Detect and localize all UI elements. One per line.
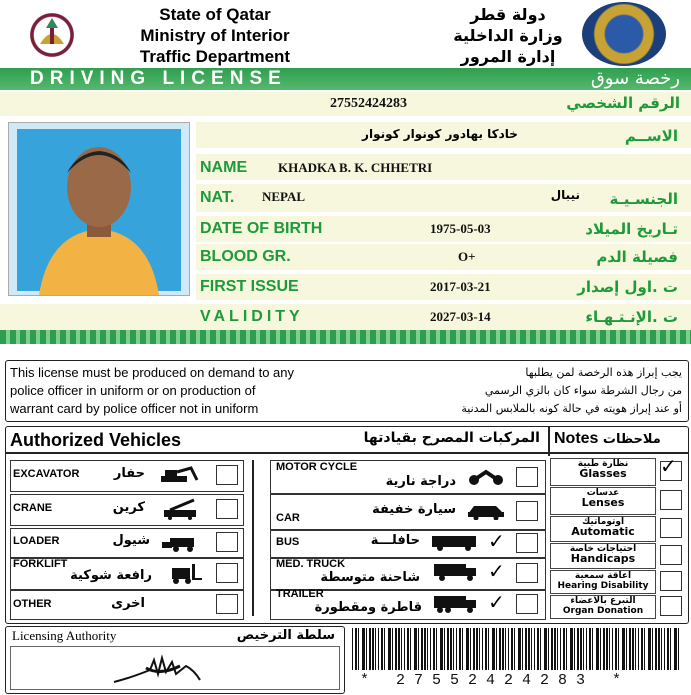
barcode-bar [540, 628, 541, 670]
barcode-bar [421, 628, 423, 670]
barcode-bar [433, 628, 435, 670]
barcode-bar [511, 628, 513, 670]
barcode-bar [609, 628, 610, 670]
barcode-bar [410, 628, 411, 670]
field-row [196, 154, 691, 180]
barcode-bar [384, 628, 385, 670]
barcode-bar [436, 628, 437, 670]
header-english [110, 4, 320, 67]
note-label: Hearing Disability [557, 581, 649, 591]
barcode-bar [626, 628, 627, 670]
barcode-bar [554, 628, 556, 670]
barcode-bar [661, 628, 662, 670]
header-arabic [418, 4, 598, 67]
barcode-bar [629, 628, 631, 670]
barcode-bar [485, 628, 487, 670]
nationality-value-ar: نيبال [550, 188, 580, 202]
vehicle-label: TRAILER [276, 588, 324, 600]
gcc-emblem-logo [582, 2, 666, 66]
barcode-bar [381, 628, 383, 670]
medium-truck-checkbox[interactable] [516, 563, 538, 583]
dob-value: 1975-05-03 [430, 221, 491, 236]
barcode-bar [456, 628, 457, 670]
note-label: Organ Donation [562, 606, 644, 616]
name-value: KHADKA B. K. CHHETRI [278, 160, 433, 175]
barcode-bar [362, 628, 365, 670]
barcode-bar [462, 628, 463, 670]
note-row [550, 595, 656, 619]
notes-title-ar: ملاحظات [602, 432, 661, 447]
barcode-bar [352, 628, 353, 670]
barcode-bar [476, 628, 478, 670]
title-english: DRIVING LICENSE [30, 68, 287, 89]
barcode-bar [447, 628, 449, 670]
glasses-check-mark: ✓ [660, 456, 677, 478]
barcode-bar [641, 628, 643, 670]
validity-value: 2027-03-14 [430, 309, 491, 324]
barcode-bar [596, 628, 599, 670]
bus-icon [430, 533, 478, 551]
note-label: Handicaps [570, 552, 636, 565]
barcode-bar [375, 628, 376, 670]
vehicle-label-ar: قاطرة ومقطورة [314, 600, 422, 615]
barcode-bar [674, 628, 677, 670]
note-label-ar: عدسات [586, 488, 620, 498]
barcode-bar [563, 628, 565, 670]
vehicle-label-ar: رافعة شوكية [70, 568, 152, 583]
barcode-bar [670, 628, 671, 670]
crane-icon [160, 498, 204, 520]
medium-truck-icon [432, 562, 480, 582]
loader-checkbox[interactable] [216, 532, 238, 552]
blood-group-label: BLOOD GR. [200, 248, 291, 265]
barcode-bar [427, 628, 428, 670]
notice-line: police officer in uniform or on production of [10, 383, 256, 398]
vehicle-label: CAR [276, 512, 300, 524]
barcode-bar [430, 628, 431, 670]
first-issue-label: FIRST ISSUE [200, 278, 299, 295]
barcode-bar [398, 628, 400, 670]
barcode-bar [570, 628, 573, 670]
barcode [352, 628, 682, 674]
barcode-bar [648, 628, 651, 670]
vehicle-label-ar: حفار [113, 466, 145, 481]
barcode-bar [615, 628, 617, 670]
vehicle-label: MOTOR CYCLE [276, 461, 358, 473]
barcode-bar [355, 628, 357, 670]
notes-title-en: Notes [554, 430, 599, 447]
notice-english [10, 364, 350, 418]
barcode-bar [453, 628, 454, 670]
barcode-bar [479, 628, 480, 670]
barcode-bar [586, 628, 587, 670]
notice-arabic [360, 364, 682, 418]
bus-check-mark: ✓ [488, 531, 505, 553]
barcode-bar [544, 628, 547, 670]
barcode-bar [622, 628, 625, 670]
licensing-authority-label-ar: سلطة الترخيص [236, 628, 335, 643]
vehicle-label: EXCAVATOR [13, 468, 80, 480]
barcode-bar [401, 628, 402, 670]
barcode-bar [618, 628, 619, 670]
barcode-bar [473, 628, 475, 670]
note-row [550, 543, 656, 569]
barcode-bar [537, 628, 539, 670]
barcode-bar [388, 628, 391, 670]
header-department: Traffic Department [139, 47, 291, 66]
notice-line: This license must be produced on demand to any [10, 365, 295, 380]
barcode-bar [548, 628, 549, 670]
barcode-bar [560, 628, 561, 670]
notice-line-ar: يجب إبراز هذه الرخصة لمن يطلبها [525, 366, 682, 379]
validity-label-ar: ت .الإنـتـهـاء [585, 308, 678, 326]
barcode-bar [655, 628, 657, 670]
barcode-bar [369, 628, 371, 670]
barcode-bar [606, 628, 608, 670]
vehicle-label: BUS [276, 536, 300, 548]
barcode-bar [658, 628, 660, 670]
note-label-ar: احتياجات خاصة [569, 544, 637, 554]
column-separator [252, 460, 260, 616]
vehicle-label-ar: كرين [112, 500, 145, 515]
qatar-emblem-logo [20, 4, 84, 66]
notice-line: warrant card by police officer not in uniform [10, 401, 259, 416]
id-number-label-ar: الرقم الشخصي [566, 94, 680, 112]
barcode-bar [395, 628, 397, 670]
note-row [550, 516, 656, 542]
barcode-bar [440, 628, 443, 670]
header-state-ar: دولة قطر [470, 5, 546, 24]
loader-icon [160, 532, 204, 552]
barcode-bar [635, 628, 636, 670]
barcode-bar [566, 628, 567, 670]
note-label-ar: التبرع بالاعضاء [570, 596, 636, 606]
barcode-bar [358, 628, 359, 670]
title-arabic: رخصة سوق [590, 68, 680, 89]
section-header-line [5, 452, 689, 454]
vehicle-label-ar: شيول [112, 533, 150, 548]
barcode-bar [518, 628, 521, 670]
barcode-bar [496, 628, 497, 670]
barcode-bar [525, 628, 527, 670]
notes-divider [548, 426, 550, 456]
header-department-ar: إدارة المرور [460, 47, 556, 66]
vehicle-label-ar: شاحنة متوسطة [320, 570, 420, 585]
signature-image [110, 652, 210, 688]
notice-line-ar: من رجال الشرطة سواء كان بالزي الرسمي [484, 384, 682, 397]
barcode-bar [583, 628, 584, 670]
barcode-bar [508, 628, 509, 670]
barcode-number: * 27552424283 * [360, 672, 631, 689]
lenses-checkbox[interactable] [660, 490, 682, 510]
forklift-icon [164, 562, 204, 584]
barcode-bar [652, 628, 653, 670]
first-issue-value: 2017-03-21 [430, 279, 491, 294]
vehicle-label-ar: سيارة خفيفة [372, 502, 456, 517]
car-checkbox[interactable] [516, 501, 538, 521]
trailer-check-mark: ✓ [488, 592, 505, 614]
barcode-bar [557, 628, 558, 670]
motorcycle-checkbox[interactable] [516, 467, 538, 487]
note-label-ar: اوتوماتيك [581, 517, 625, 527]
barcode-bar [466, 628, 469, 670]
nationality-label-ar: الجنسـيـة [609, 190, 678, 208]
barcode-bar [482, 628, 483, 670]
vehicle-label: LOADER [13, 535, 60, 547]
forklift-checkbox[interactable] [216, 563, 238, 583]
crane-checkbox[interactable] [216, 499, 238, 519]
authorized-vehicles-title: Authorized Vehicles [10, 430, 182, 450]
vehicle-label: CRANE [13, 502, 53, 514]
licensing-authority-label: Licensing Authority [12, 628, 117, 643]
name-ar-label: الاســم [624, 127, 678, 145]
barcode-bar [574, 628, 575, 670]
vehicle-label-ar: حافلـــة [370, 533, 420, 548]
note-row [550, 458, 656, 486]
barcode-bar [470, 628, 471, 670]
handicaps-checkbox[interactable] [660, 545, 682, 565]
validity-label: VALIDITY [200, 308, 304, 325]
barcode-bar [612, 628, 613, 670]
hearing-disability-checkbox[interactable] [660, 571, 682, 591]
blood-group-label-ar: فصيلة الدم [596, 248, 678, 266]
barcode-bar [404, 628, 405, 670]
barcode-bar [514, 628, 515, 670]
header-ministry-ar: وزارة الداخلية [453, 26, 563, 45]
barcode-bar [592, 628, 593, 670]
medium-truck-check-mark: ✓ [488, 561, 505, 583]
barcode-bar [667, 628, 669, 670]
dob-label: DATE OF BIRTH [200, 220, 323, 237]
id-number: 27552424283 [330, 96, 407, 111]
barcode-bar [505, 628, 506, 670]
excavator-checkbox[interactable] [216, 465, 238, 485]
header-ministry: Ministry of Interior [140, 26, 290, 45]
notes-title [554, 430, 661, 448]
barcode-bar [392, 628, 393, 670]
note-row [550, 570, 656, 594]
notice-line-ar: أو عند إبراز هويته في حالة كونه بالملابس المدنية [461, 402, 682, 415]
trailer-checkbox[interactable] [516, 594, 538, 614]
note-label-ar: نظارة طبية [577, 459, 629, 469]
nationality-value: NEPAL [262, 189, 306, 204]
barcode-bar [644, 628, 645, 670]
organ-donation-checkbox[interactable] [660, 596, 682, 616]
vehicle-label: MED. TRUCK [276, 558, 346, 570]
vehicle-label-ar: دراجة نارية [385, 474, 456, 489]
vehicle-label-ar: اخرى [111, 596, 145, 611]
trailer-icon [432, 594, 480, 614]
decorative-band [0, 330, 691, 344]
holder-photo [8, 122, 190, 296]
barcode-bar [459, 628, 461, 670]
name-ar-value: خادكا بهادور كونوار كونوار [362, 127, 518, 141]
barcode-bar [372, 628, 374, 670]
authorized-vehicles-title-ar: المركبات المصرح بقيادتها [363, 430, 540, 446]
barcode-bar [488, 628, 489, 670]
note-label-ar: اعاقة سمعية [574, 571, 632, 581]
automatic-checkbox[interactable] [660, 518, 682, 538]
barcode-bar [528, 628, 530, 670]
barcode-bar [531, 628, 532, 670]
blood-group-value: O+ [458, 249, 476, 264]
motorcycle-icon [466, 466, 506, 486]
barcode-bar [664, 628, 665, 670]
barcode-bar [444, 628, 445, 670]
vehicle-label: FORKLIFT [13, 558, 68, 570]
barcode-bar [638, 628, 639, 670]
barcode-bar [502, 628, 504, 670]
barcode-bar [551, 628, 553, 670]
car-icon [466, 502, 506, 520]
barcode-bar [407, 628, 409, 670]
barcode-bar [603, 628, 605, 670]
note-label: Lenses [581, 496, 625, 509]
barcode-bar [418, 628, 419, 670]
other-checkbox[interactable] [216, 594, 238, 614]
note-label: Automatic [571, 525, 635, 538]
barcode-bar [580, 628, 582, 670]
note-label: Glasses [579, 467, 627, 480]
barcode-bar [414, 628, 417, 670]
bus-checkbox[interactable] [516, 533, 538, 553]
nationality-label: NAT. [200, 189, 235, 206]
barcode-bar [522, 628, 523, 670]
barcode-bar [589, 628, 591, 670]
barcode-bar [534, 628, 535, 670]
note-row [550, 487, 656, 515]
barcode-bar [499, 628, 501, 670]
first-issue-label-ar: ت .اول إصدار [577, 278, 678, 296]
barcode-bar [378, 628, 379, 670]
barcode-bar [577, 628, 579, 670]
vehicle-label: OTHER [13, 598, 52, 610]
barcode-bar [492, 628, 495, 670]
barcode-bar [678, 628, 679, 670]
barcode-bar [600, 628, 601, 670]
barcode-bar [366, 628, 367, 670]
header-state: State of Qatar [159, 5, 271, 24]
barcode-bar [450, 628, 452, 670]
barcode-bar [632, 628, 634, 670]
barcode-bar [424, 628, 426, 670]
excavator-icon [155, 466, 199, 484]
dob-label-ar: تـاريخ الميلاد [585, 220, 678, 238]
name-label: NAME [200, 159, 248, 176]
